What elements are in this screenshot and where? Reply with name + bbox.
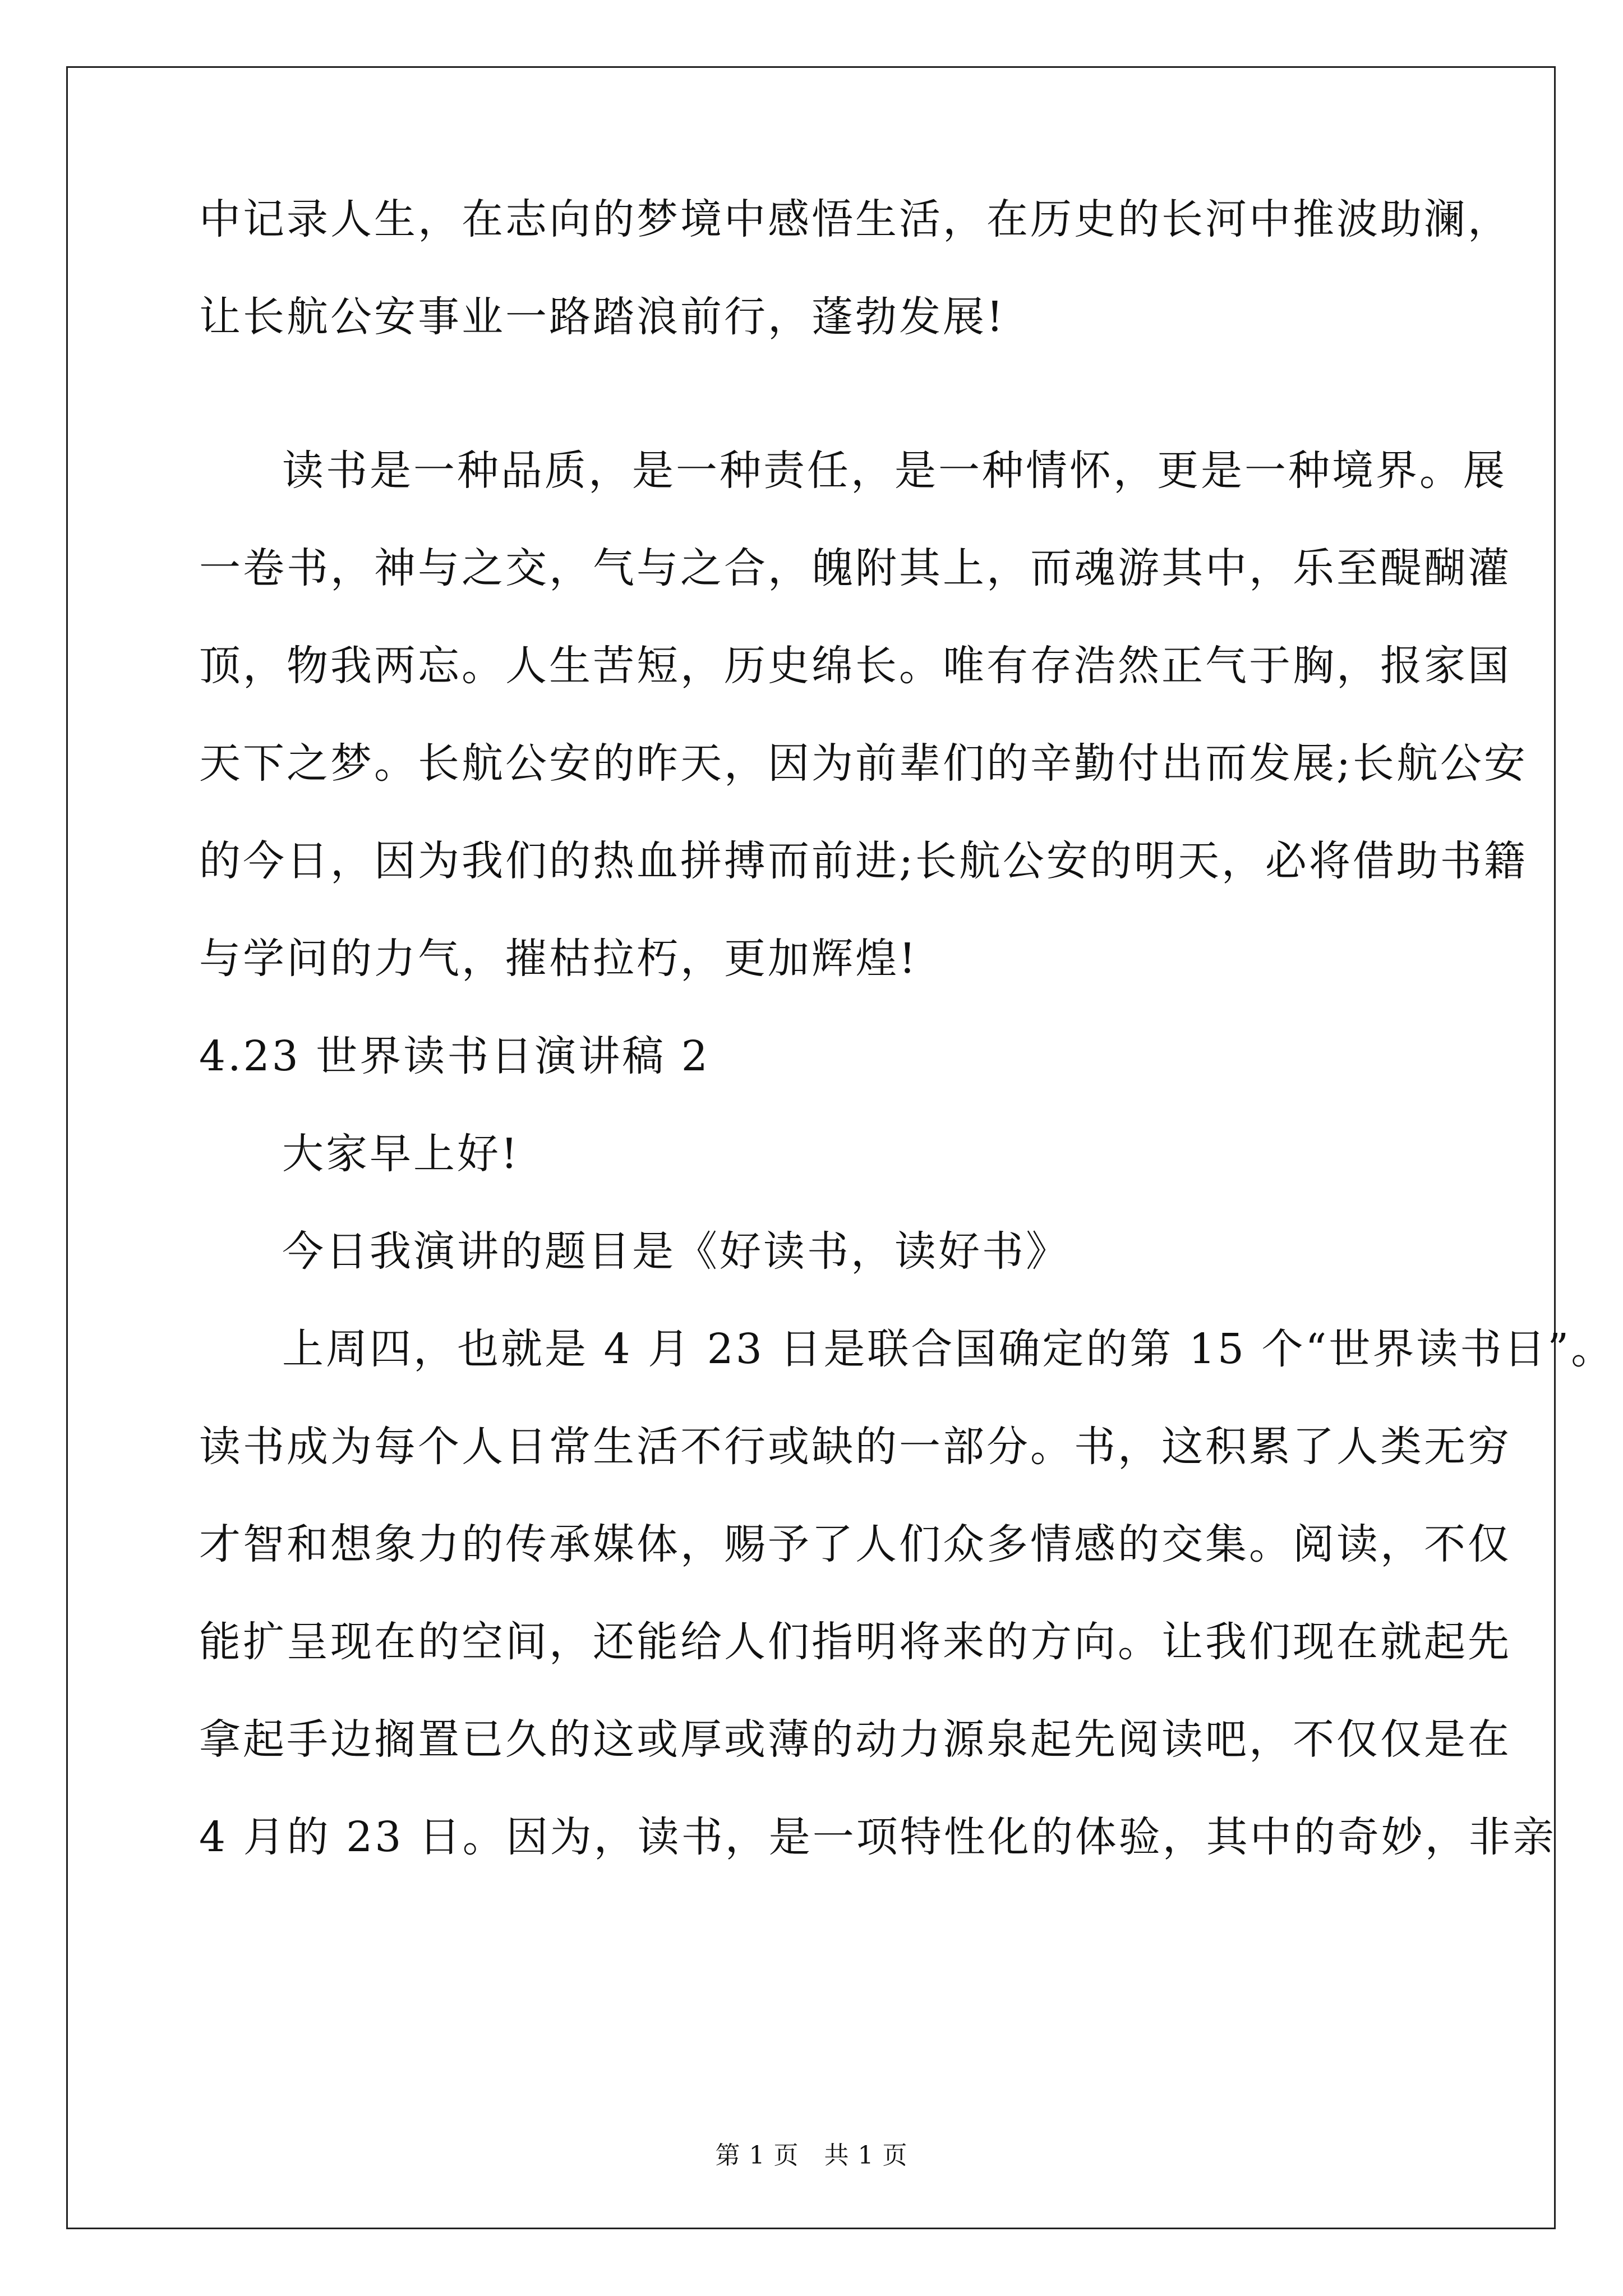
paragraph-line: 让长航公安事业一路踏浪前行，蓬勃发展! [199,293,1006,341]
paragraph-line: 读书成为每个人日常生活不行或缺的一部分。书，这积累了人类无穷 [199,1423,1511,1471]
paragraph-line: 能扩呈现在的空间，还能给人们指明将来的方向。让我们现在就起先 [199,1618,1511,1666]
page-footer: 第 1 页 共 1 页 [715,2141,908,2170]
paragraph-line: 上周四，也就是 4 月 23 日是联合国确定的第 15 个“世界读书日”。 [282,1325,1615,1373]
paragraph-line: 顶，物我两忘。人生苦短，历史绵长。唯有存浩然正气于胸，报家国 [199,642,1511,690]
paragraph-line: 4 月的 23 日。因为，读书，是一项特性化的体验，其中的奇妙，非亲 [199,1813,1556,1861]
paragraph-line: 一卷书，神与之交，气与之合，魄附其上，而魂游其中，乐至醍醐灌 [199,544,1511,592]
paragraph-line: 的今日，因为我们的热血拼搏而前进;长航公安的明天，必将借助书籍 [199,837,1528,885]
paragraph-line: 读书是一种品质，是一种责任，是一种情怀，更是一种境界。展 [282,447,1507,495]
greeting-line: 大家早上好! [282,1130,520,1178]
paragraph-line: 拿起手边搁置已久的这或厚或薄的动力源泉起先阅读吧，不仅仅是在 [199,1715,1511,1764]
paragraph-line: 中记录人生，在志向的梦境中感悟生活，在历史的长河中推波助澜， [199,195,1511,243]
paragraph-line: 与学问的力气，摧枯拉朽，更加辉煌! [199,935,918,983]
paragraph-line: 天下之梦。长航公安的昨天，因为前辈们的辛勤付出而发展;长航公安 [199,739,1528,788]
section-heading: 4.23 世界读书日演讲稿 2 [199,1032,710,1080]
paragraph-line: 才智和想象力的传承媒体，赐予了人们众多情感的交集。阅读，不仅 [199,1520,1511,1568]
paragraph-line: 今日我演讲的题目是《好读书，读好书》 [282,1227,1069,1276]
